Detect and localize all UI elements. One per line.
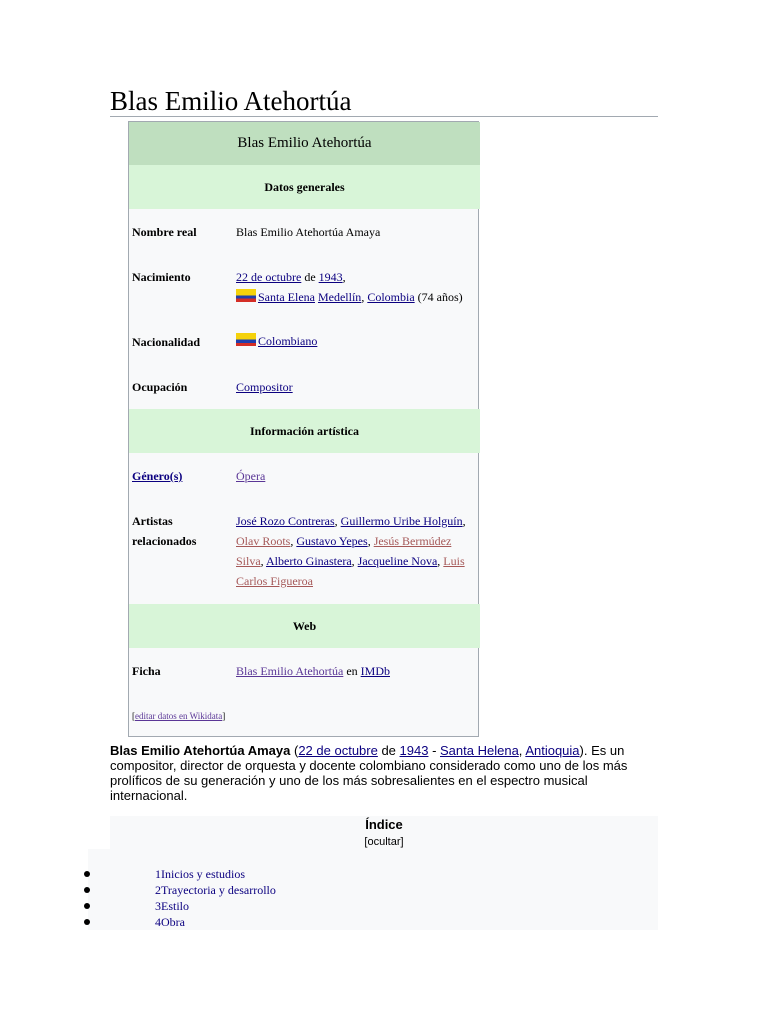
footer-bracket-close: ] (222, 711, 226, 721)
link-artist[interactable]: Gustavo Yepes (296, 534, 368, 548)
text-comma: , (518, 743, 526, 758)
link-santa-elena[interactable]: Santa Elena (258, 290, 315, 304)
label-artistas-relacionados (132, 511, 230, 551)
value-ficha (236, 661, 472, 681)
bullet-icon (84, 919, 90, 925)
section-datos-generales: Datos generales (129, 165, 480, 209)
toc-item-number: 2 (155, 883, 161, 897)
text-de: de (301, 270, 319, 284)
toc-title: Índice (365, 817, 403, 832)
value-artistas-relacionados: José Rozo Contreras, Guillermo Uribe Holguín, Olav Roots, Gustavo Yepes, Jesús Bermúdez Silva, Alberto Ginastera, Jacqueline Nova, Luis Carlos Figueroa (236, 514, 466, 588)
toc-item-label: Estilo (161, 899, 190, 913)
link-imdb[interactable]: IMDb (360, 664, 390, 678)
toc-item-estilo[interactable] (155, 898, 189, 914)
section-informacion-artistica: Información artística (129, 409, 480, 453)
link-genero[interactable]: Género(s) (132, 469, 183, 483)
toc-toggle-bracket-open: [ (364, 836, 368, 848)
text-en: en (343, 664, 361, 678)
label-artistas-line1: Artistas (132, 514, 173, 528)
toc-item-number: 4 (155, 915, 161, 929)
value-nombre-real: Blas Emilio Atehortúa Amaya (236, 225, 381, 239)
toc-toggle (110, 836, 658, 848)
link-editar-wikidata[interactable]: editar datos en Wikidata (135, 711, 223, 721)
intro-text: ). Es un compositor, director de orquesta y docente colombiano considerado como uno de los más prolíficos de su generación y uno de los más sobresalientes en el espectro musical internacional. (110, 743, 628, 803)
toc-item-number: 1 (155, 867, 161, 881)
label-nacimiento: Nacimiento (132, 270, 191, 284)
text-comma: , (342, 270, 346, 284)
link-birth-date[interactable]: 22 de octubre (236, 270, 302, 284)
toc-item-inicios[interactable] (155, 866, 245, 882)
label-nombre-real: Nombre real (132, 225, 197, 239)
link-colombiano[interactable]: Colombiano (258, 334, 318, 348)
text-age: (74 años) (414, 290, 463, 304)
link-colombia[interactable]: Colombia (367, 290, 415, 304)
toc-toggle-bracket-close: ] (400, 836, 404, 848)
text-de: de (377, 743, 400, 758)
link-artist[interactable]: Jacqueline Nova (357, 554, 438, 568)
toc-item-trayectoria[interactable] (155, 882, 276, 898)
value-ocupacion (236, 377, 472, 397)
link-intro-year[interactable]: 1943 (399, 743, 429, 758)
toc-item-number: 3 (155, 899, 161, 913)
toc-item-label: Inicios y estudios (161, 867, 245, 881)
link-artist[interactable]: Guillermo Uribe Holguín (340, 514, 463, 528)
footer-bracket-open: [ (132, 711, 135, 721)
value-genero (236, 466, 472, 486)
text-sep: , (361, 290, 368, 304)
infobox-footer (132, 711, 225, 721)
link-medellin[interactable]: Medellín (317, 290, 362, 304)
link-santa-helena[interactable]: Santa Helena (440, 743, 519, 758)
toc-hide-button[interactable]: ocultar (367, 836, 401, 848)
value-nacionalidad (236, 331, 472, 351)
text-paren: ( (290, 743, 299, 758)
infobox-title: Blas Emilio Atehortúa (129, 122, 480, 165)
link-artist[interactable]: Olav Roots (236, 534, 291, 548)
label-genero (132, 466, 230, 486)
link-artist[interactable]: Luis Carlos Figueroa (236, 554, 465, 588)
bullet-icon (84, 887, 90, 893)
section-web: Web (129, 604, 480, 648)
label-nacionalidad: Nacionalidad (132, 335, 201, 349)
bullet-icon (84, 871, 90, 877)
infobox (128, 121, 479, 737)
link-artist[interactable]: Jesús Bermúdez Silva (236, 534, 452, 568)
link-compositor[interactable]: Compositor (236, 380, 293, 394)
colombia-flag-icon (236, 289, 256, 302)
bullet-icon (84, 903, 90, 909)
intro-paragraph (110, 743, 658, 803)
toc-item-label: Trayectoria y desarrollo (161, 883, 276, 897)
page-title: Blas Emilio Atehortúa (110, 84, 658, 117)
label-ocupacion: Ocupación (132, 380, 188, 394)
link-intro-date[interactable]: 22 de octubre (298, 743, 378, 758)
link-artist[interactable]: Alberto Ginastera (266, 554, 352, 568)
intro-name: Blas Emilio Atehortúa Amaya (110, 743, 291, 758)
link-artist[interactable]: José Rozo Contreras (236, 514, 335, 528)
toc-side-panel (88, 849, 110, 930)
colombia-flag-icon (236, 333, 256, 346)
label-ficha: Ficha (132, 664, 161, 678)
text-dash: - (428, 743, 441, 758)
link-ficha-imdb[interactable]: Blas Emilio Atehortúa (236, 664, 344, 678)
toc-item-obra[interactable] (155, 914, 185, 930)
toc-item-label: Obra (161, 915, 185, 929)
link-opera[interactable]: Ópera (236, 469, 266, 483)
link-antioquia[interactable]: Antioquia (525, 743, 580, 758)
link-birth-year[interactable]: 1943 (318, 270, 343, 284)
value-nacimiento (236, 267, 472, 307)
label-artistas-line2: relacionados (132, 534, 197, 548)
